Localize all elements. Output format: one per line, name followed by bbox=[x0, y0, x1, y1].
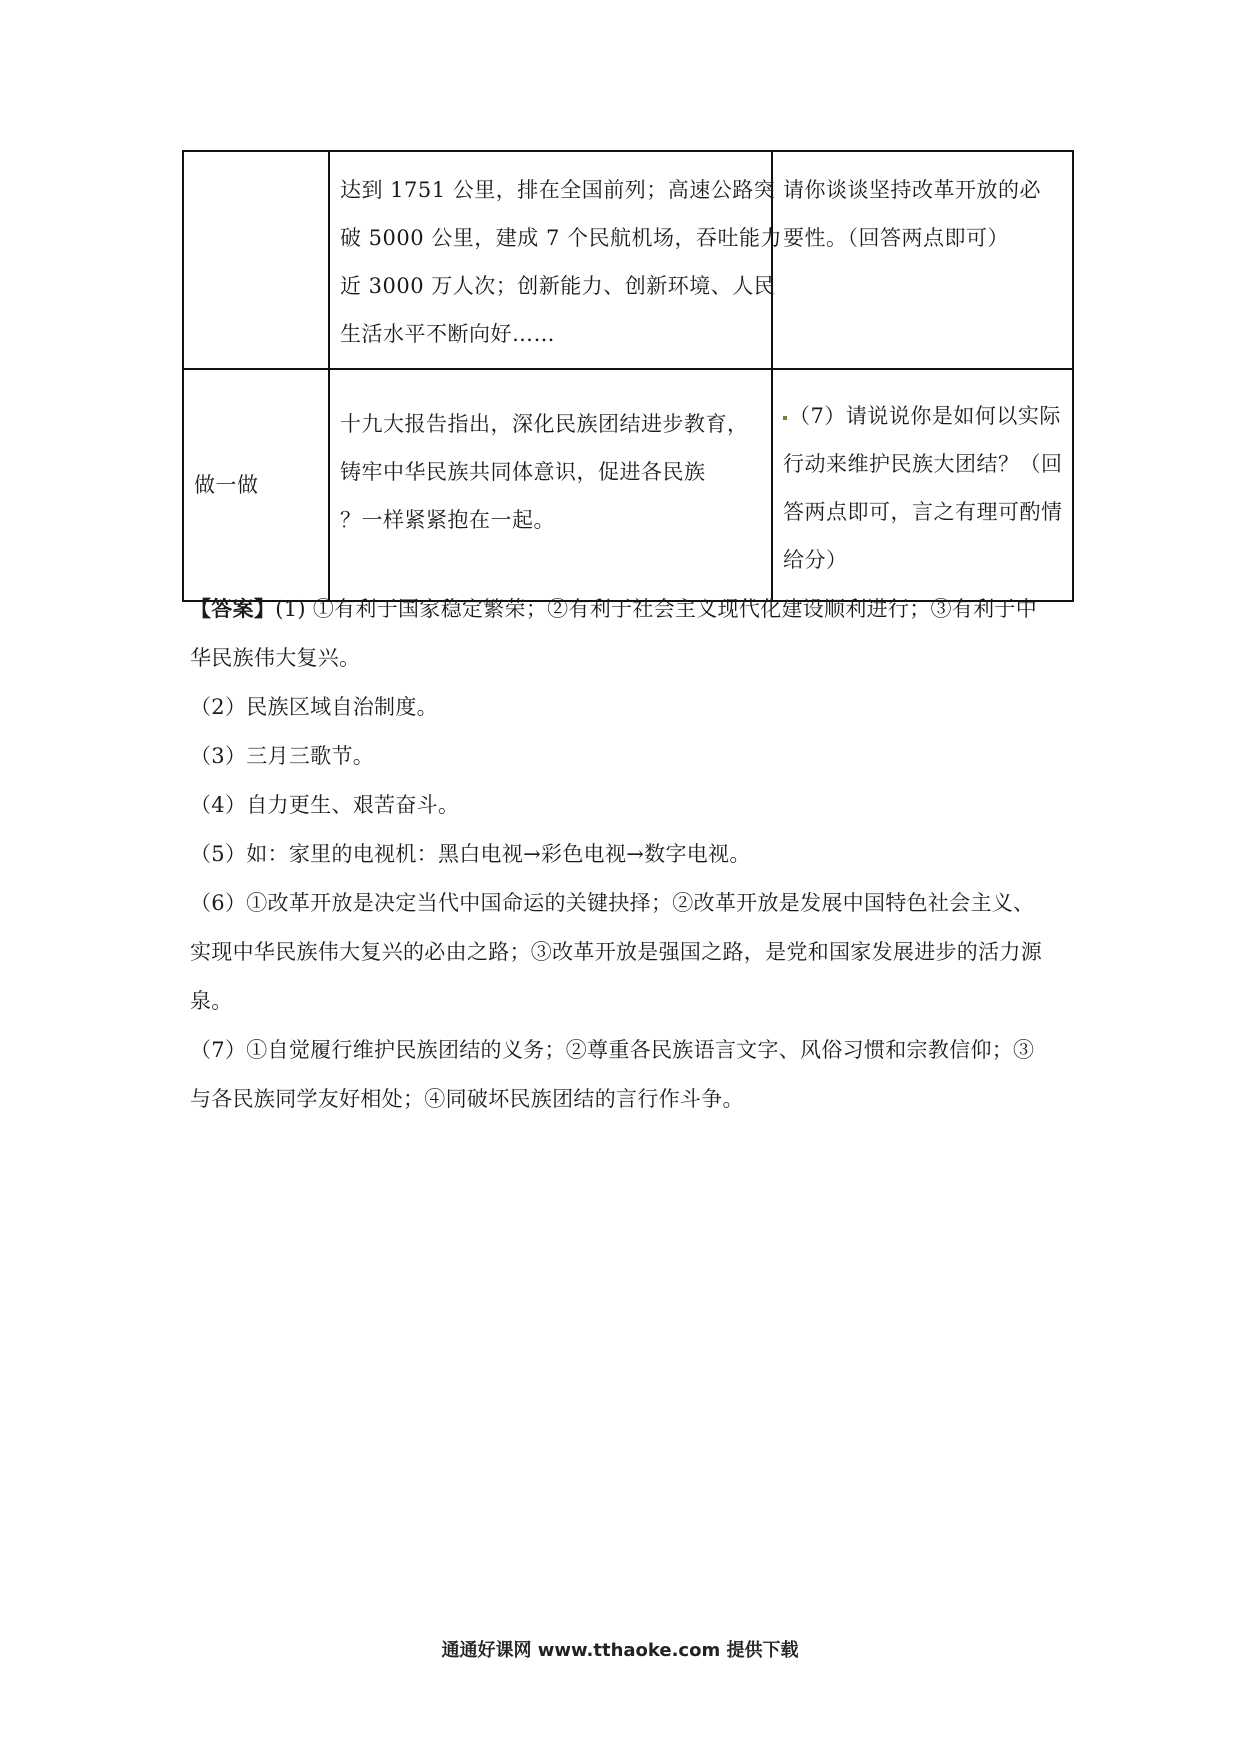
row2-question-cell bbox=[772, 369, 1073, 601]
row2-question-line: 答两点即可，言之有理可酌情 bbox=[783, 500, 1063, 524]
answer-line bbox=[190, 584, 1070, 634]
row2-label-cell: 做一做 bbox=[183, 369, 329, 601]
answer-line: 实现中华民族伟大复兴的必由之路；③改革开放是强国之路，是党和国家发展进步的活力源 bbox=[190, 940, 1042, 964]
answer-line: 华民族伟大复兴。 bbox=[190, 646, 361, 670]
row1-material-line: 达到 1751 公里，排在全国前列；高速公路突 bbox=[340, 178, 776, 202]
row2-question-line bbox=[783, 392, 1064, 440]
row2-material-line: ？一样紧紧抱在一起。 bbox=[340, 508, 555, 532]
row1-question-cell bbox=[772, 151, 1073, 369]
row2-material-line: 十九大报告指出，深化民族团结进步教育， bbox=[340, 412, 749, 436]
question-table bbox=[182, 150, 1074, 602]
row1-material-line: 破 5000 公里，建成 7 个民航机场，吞吐能力 bbox=[340, 226, 783, 250]
answer-line-text: (1) ①有利于国家稳定繁荣；②有利于社会主义现代化建设顺利进行；③有利于中 bbox=[275, 597, 1038, 621]
answer-line: （7）①自觉履行维护民族团结的义务；②尊重各民族语言文字、风俗习惯和宗教信仰；③ bbox=[190, 1038, 1035, 1062]
answer-line: 与各民族同学友好相处；④同破坏民族团结的言行作斗争。 bbox=[190, 1087, 744, 1111]
row1-question-line: 要性。（回答两点即可） bbox=[783, 226, 1009, 250]
row1-material-line: 近 3000 万人次；创新能力、创新环境、人民 bbox=[340, 274, 776, 298]
page-footer: 通通好课网 www.tthaoke.com 提供下载 bbox=[441, 1640, 799, 1661]
row1-question-line: 请你谈谈坚持改革开放的必 bbox=[783, 178, 1041, 202]
row2-question-line-text: （7）请说说你是如何以实际 bbox=[789, 404, 1061, 428]
answer-line: （5）如：家里的电视机：黑白电视→彩色电视→数字电视。 bbox=[190, 842, 751, 866]
row1-material-line: 生活水平不断向好…… bbox=[340, 322, 555, 346]
row2-material-cell bbox=[329, 369, 772, 601]
answer-line: 泉。 bbox=[190, 989, 233, 1013]
row2-material-line: 铸牢中华民族共同体意识，促进各民族 bbox=[340, 460, 706, 484]
ink-dot-mark bbox=[783, 416, 787, 420]
answer-line: （4）自力更生、艰苦奋斗。 bbox=[190, 793, 460, 817]
answer-label: 【答案】 bbox=[190, 596, 276, 621]
answer-section bbox=[190, 584, 1070, 1124]
answer-line: （3）三月三歌节。 bbox=[190, 744, 375, 768]
answer-line: （6）①改革开放是决定当代中国命运的关键抉择；②改革开放是发展中国特色社会主义、 bbox=[190, 891, 1035, 915]
row1-material-cell bbox=[329, 151, 783, 369]
answer-line: （2）民族区域自治制度。 bbox=[190, 695, 438, 719]
table-row bbox=[183, 369, 1073, 601]
row1-label-cell bbox=[183, 151, 329, 369]
row2-question-line: 行动来维护民族大团结？（回 bbox=[783, 452, 1063, 476]
table-row bbox=[183, 151, 1073, 369]
row2-question-line: 给分） bbox=[783, 548, 848, 572]
